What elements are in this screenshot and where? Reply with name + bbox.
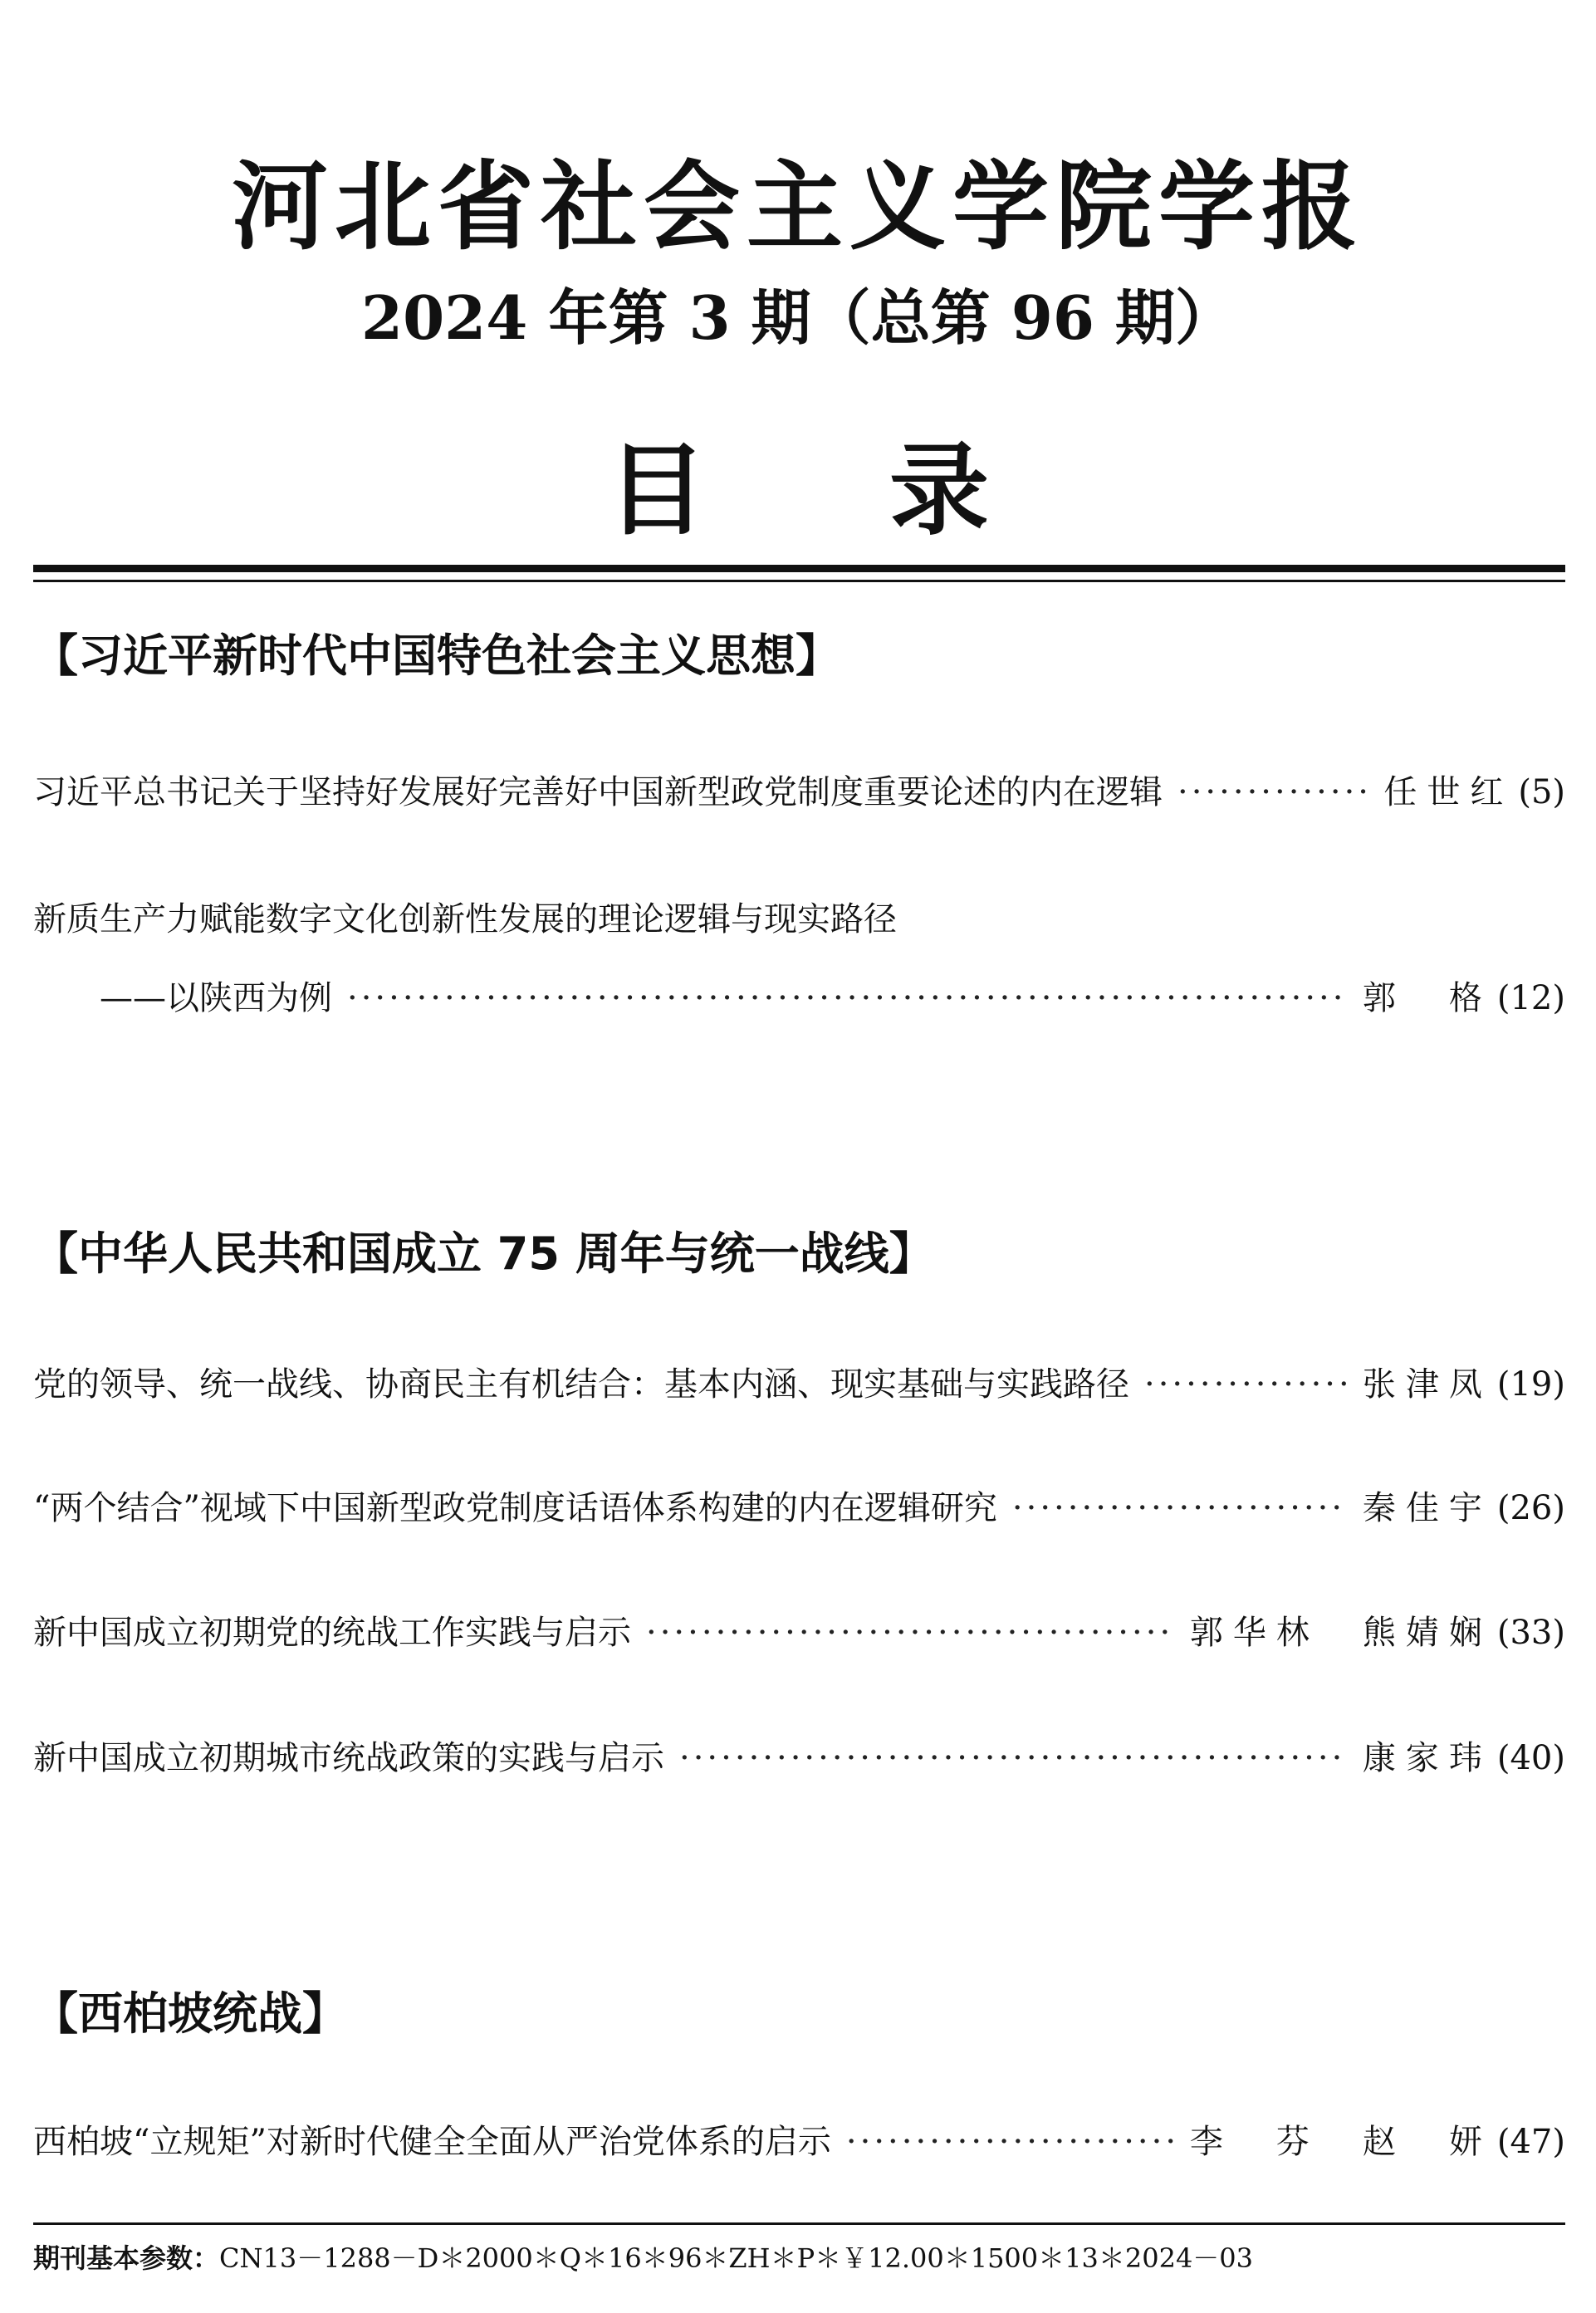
toc-entry-subtitle-line[interactable] — [100, 978, 1565, 1018]
dot-leader — [1177, 772, 1368, 812]
entry-title[interactable]: “两个结合”视域下中国新型政党制度话语体系构建的内在逻辑研究 — [33, 1489, 997, 1527]
section-title: 【中华人民共和国成立 75 周年与统一战线】 — [33, 1228, 934, 1280]
journal-parameters — [33, 2242, 1253, 2274]
entry-author: 郭华林 熊婧娴 — [1189, 1614, 1492, 1652]
entry-author: 张津凤 — [1362, 1365, 1492, 1404]
dot-leader — [679, 1738, 1348, 1778]
toc-entry[interactable] — [33, 1488, 1565, 1528]
parameters-label: 期刊基本参数： — [33, 2242, 220, 2274]
section-title: 【习近平新时代中国特色社会主义思想】 — [33, 630, 840, 682]
toc-entry[interactable] — [33, 1613, 1565, 1653]
entry-title[interactable]: 党的领导、统一战线、协商民主有机结合：基本内涵、现实基础与实践路径 — [33, 1365, 1129, 1404]
entry-title[interactable]: 习近平总书记关于坚持好发展好完善好中国新型政党制度重要论述的内在逻辑 — [33, 773, 1163, 811]
parameters-value: CN13－1288－D＊2000＊Q＊16＊96＊ZH＊P＊￥12.00＊1500＊13＊2024－03 — [219, 2242, 1254, 2274]
entry-title[interactable]: 新质生产力赋能数字文化创新性发展的理论逻辑与现实路径 — [33, 900, 897, 938]
entry-subtitle[interactable]: ——以陕西为例 — [100, 979, 332, 1017]
entry-title[interactable]: 新中国成立初期党的统战工作实践与启示 — [33, 1614, 631, 1652]
entry-author: 秦佳宇 — [1362, 1489, 1492, 1527]
footer-rule — [33, 2222, 1565, 2225]
dot-leader — [347, 978, 1348, 1018]
entry-page: ( 47 ) — [1497, 2122, 1565, 2162]
entry-page: ( 33 ) — [1497, 1613, 1565, 1653]
dot-leader — [846, 2122, 1175, 2162]
section-title: 【西柏坡统战】 — [33, 1987, 347, 2040]
entry-author: 郭 格 — [1362, 979, 1492, 1017]
issue-number: 2024 年第 3 期（总第 96 期） — [360, 282, 1236, 353]
toc-entry[interactable] — [33, 1738, 1565, 1778]
toc-entry[interactable] — [33, 2122, 1565, 2162]
dot-leader — [1012, 1488, 1348, 1528]
entry-page: ( 5 ) — [1518, 772, 1565, 812]
toc-entry[interactable] — [33, 1365, 1565, 1404]
toc-entry[interactable] — [33, 772, 1565, 812]
entry-page: ( 19 ) — [1497, 1365, 1565, 1404]
dot-leader — [1144, 1365, 1348, 1404]
toc-entry[interactable] — [33, 899, 1565, 939]
dot-leader — [646, 1613, 1175, 1653]
entry-author: 李 芬 赵 妍 — [1189, 2123, 1492, 2161]
entry-author: 康家玮 — [1362, 1739, 1492, 1777]
entry-page: ( 26 ) — [1497, 1488, 1565, 1528]
toc-heading: 目录 — [607, 434, 1172, 549]
journal-title: 河北省社会主义学院学报 — [232, 151, 1364, 263]
entry-author: 任世红 — [1383, 773, 1514, 811]
entry-title[interactable]: 新中国成立初期城市统战政策的实践与启示 — [33, 1739, 664, 1777]
entry-page: ( 12 ) — [1497, 978, 1565, 1018]
header-rule-thick — [33, 565, 1565, 572]
entry-page: ( 40 ) — [1497, 1738, 1565, 1778]
header-rule-thin — [33, 580, 1565, 582]
entry-title[interactable]: 西柏坡“立规矩”对新时代健全全面从严治党体系的启示 — [33, 2123, 831, 2161]
